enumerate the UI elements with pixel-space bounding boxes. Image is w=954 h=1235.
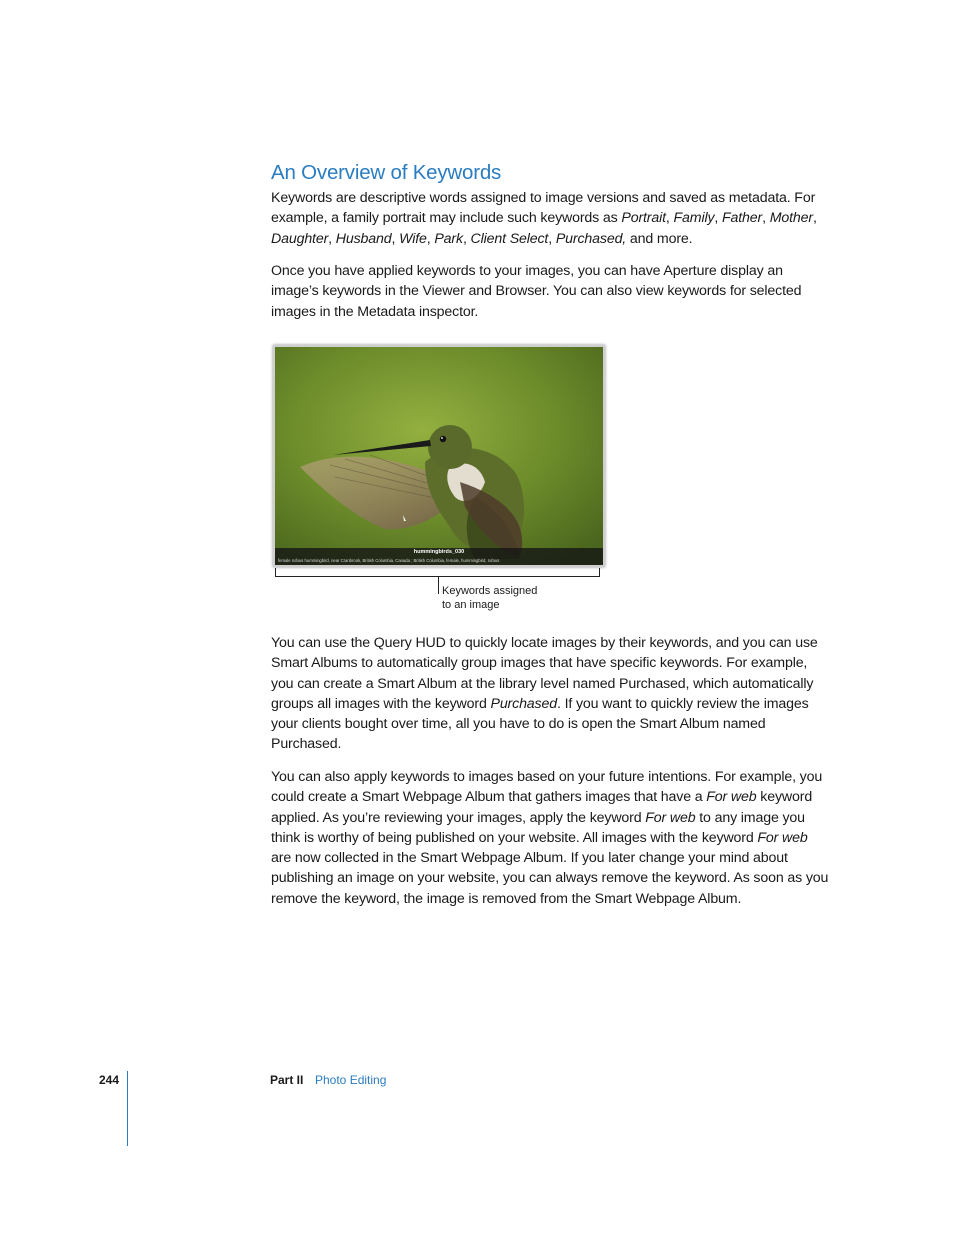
callout-bracket [275,568,600,577]
query-text-b: . If you want to quickly review the images your clients bought over time, all you have to do is open the Smart Album named Purchased. [271,695,809,753]
intro-text: Keywords are descriptive words assigned to image versions and saved as metadata. For example, a family portrait may include such keywords as [271,190,816,227]
intro-ending: and more. [626,230,693,247]
hummingbird-illustration [275,347,603,565]
keyword-client-select: Client Select [470,230,549,247]
query-text-a: You can use the Query HUD to quickly locate images by their keywords, and you can use Smart Albums to automatically group images that have specific keywords. For example, you can create a Smart Album at the library level named Purchased, which automatically groups all images with the keyword [271,635,818,712]
page-number: 244 [99,1073,120,1087]
keyword-mother: Mother [769,210,813,227]
footer-part-label: Part II [270,1073,304,1087]
callout-line-2: to an image [442,599,500,611]
keyword-father: Father [721,210,763,227]
future-text-d: are now collected in the Smart Webpage Album. If you later change your mind about publishing an image on your website, you can always remove the keyword. As soon as you remove the keyword, the image is removed from the Smart Webpage Album. [271,850,829,907]
hummingbird-figure [273,345,605,567]
future-text-a: You can also apply keywords to images based on your future intentions. For example, you could create a Smart Webpage Album that gathers images that have a [271,769,823,806]
margin-rule [127,1071,128,1146]
callout-line-1: Keywords assigned [442,585,538,597]
intro-paragraph [271,188,831,249]
keyword-purchased: Purchased, [555,230,627,247]
keyword-portrait: Portrait [621,210,666,227]
keyword-family: Family [673,210,715,227]
query-hud-paragraph [271,633,831,755]
section-heading: An Overview of Keywords [271,161,502,184]
separator: , [714,210,722,227]
keyword-purchased-emphasis: Purchased [490,695,557,712]
future-intentions-paragraph [271,767,831,909]
hummingbird-photo [275,347,603,565]
footer-section-label: Photo Editing [315,1073,387,1087]
figure-callout [442,584,562,612]
callout-leader-line [438,577,439,594]
separator: , [812,210,817,227]
separator: , [462,230,471,247]
keyword-for-web-1: For web [706,789,757,806]
separator: , [762,210,770,227]
separator: , [328,230,336,247]
image-caption-bar [275,548,603,565]
keyword-for-web-2: For web [645,809,696,826]
image-title: hummingbirds_030 [413,549,465,555]
future-text-b: keyword applied. As you’re reviewing your images, apply the keyword [271,789,813,826]
image-keywords: female rufous hummingbird, near Cranbrook, British Columbia, Canada ; British Columbia, female, hummingbird, rufous [278,558,500,563]
keyword-park: Park [434,230,463,247]
keyword-wife: Wife [399,230,427,247]
keyword-husband: Husband [335,230,392,247]
keyword-for-web-3: For web [757,829,808,846]
keyword-daughter: Daughter [271,230,329,247]
viewer-paragraph: Once you have applied keywords to your images, you can have Aperture display an image’s keywords in the Viewer and Browser. You can also view keywords for selected images in the Metadata inspector. [271,263,802,320]
separator: , [548,230,556,247]
separator: , [391,230,400,247]
separator: , [665,210,674,227]
future-text-c: to any image you think is worthy of being published on your website. All images with the keyword [271,809,805,846]
separator: , [426,230,435,247]
